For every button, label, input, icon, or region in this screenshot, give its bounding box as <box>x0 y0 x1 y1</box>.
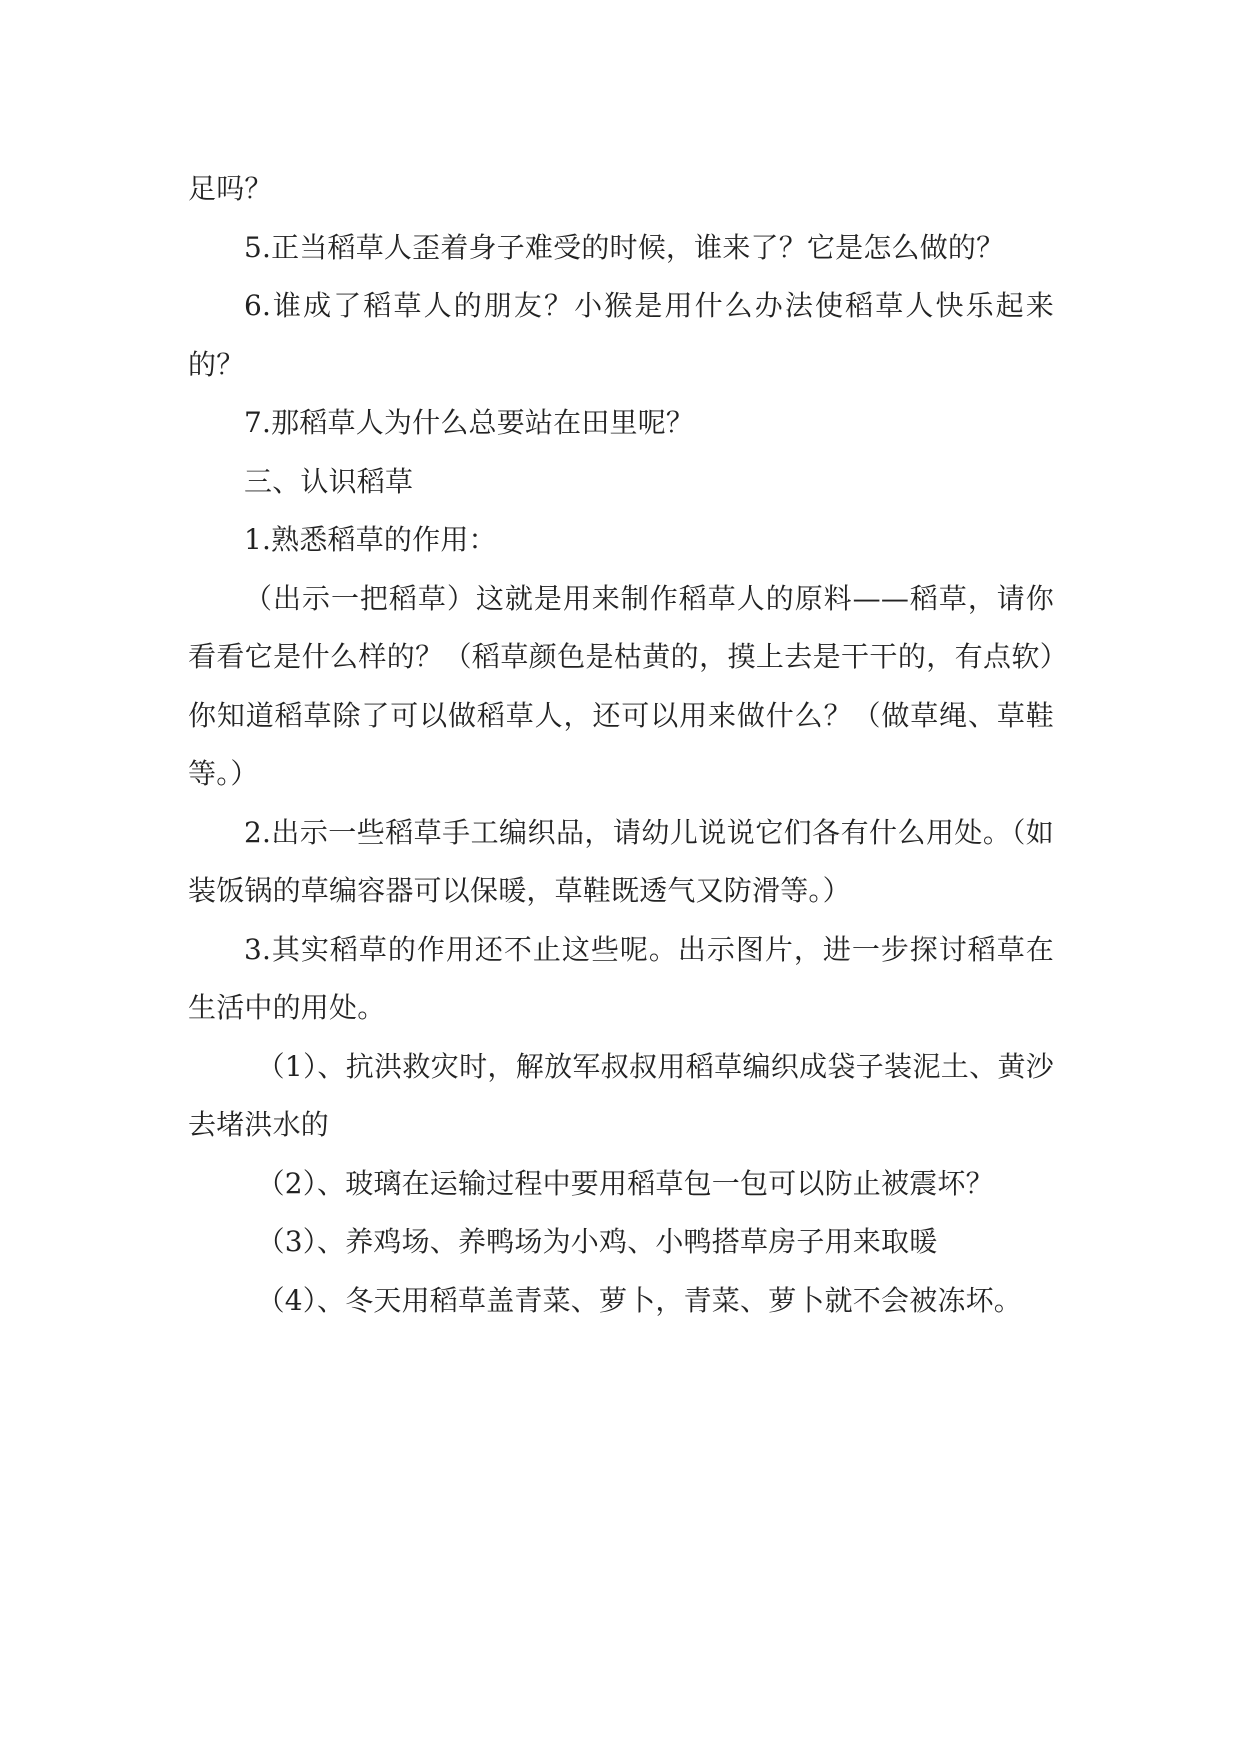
section-heading: 三、认识稻草 <box>244 464 414 498</box>
question-7: 7.那稻草人为什么总要站在田里呢？ <box>244 406 695 439</box>
question-6: 6.谁成了稻草人的朋友？小猴是用什么办法使稻草人快乐起来的？ <box>188 289 1054 381</box>
paragraph-continuation: 足吗？ <box>188 172 273 205</box>
use-item-1: （1）、抗洪救灾时，解放军叔叔用稻草编织成袋子装泥土、黄沙去堵洪水的 <box>188 1049 1054 1141</box>
document-body <box>188 160 1054 1330</box>
use-item-2: （2）、玻璃在运输过程中要用稻草包一包可以防止被震坏？ <box>256 1166 994 1200</box>
question-5: 5.正当稻草人歪着身子难受的时候，谁来了？它是怎么做的？ <box>244 230 1005 264</box>
step-3: 3.其实稻草的作用还不止这些呢。出示图片，进一步探讨稻草在生活中的用处。 <box>188 932 1054 1024</box>
use-item-4: （4）、冬天用稻草盖青菜、萝卜，青菜、萝卜就不会被冻坏。 <box>256 1283 1023 1317</box>
step-2: 2.出示一些稻草手工编织品，请幼儿说说它们各有什么用处。（如装饭锅的草编容器可以保暖，草鞋既透气又防滑等。） <box>188 815 1054 907</box>
step-1-heading: 1.熟悉稻草的作用： <box>244 523 497 556</box>
step-1-body: （出示一把稻草）这就是用来制作稻草人的原料——稻草，请你看看它是什么样的？（稻草颜色是枯黄的，摸上去是干干的，有点软）你知道稻草除了可以做稻草人，还可以用来做什么？（做草绳、草鞋等。） <box>188 581 1054 790</box>
use-item-3: （3）、养鸡场、养鸭场为小鸡、小鸭搭草房子用来取暖 <box>256 1225 938 1258</box>
